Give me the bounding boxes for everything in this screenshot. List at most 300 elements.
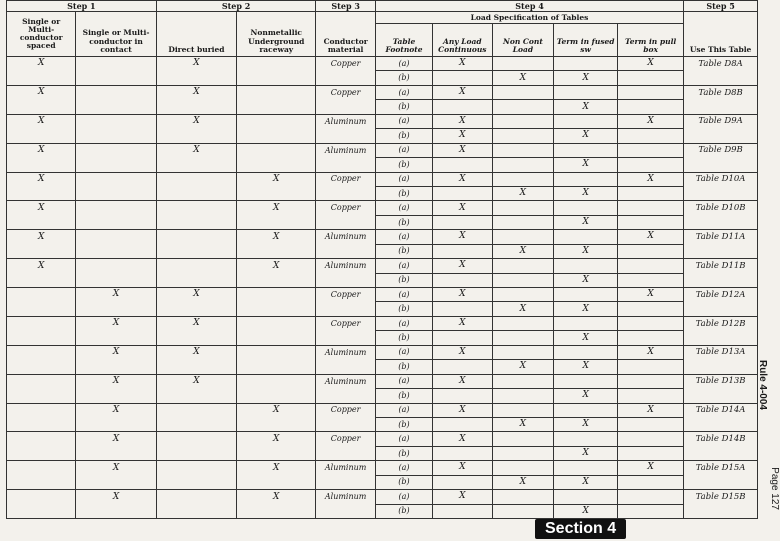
table-row bbox=[7, 360, 758, 374]
table-row bbox=[7, 129, 758, 143]
cell-raceway: X bbox=[237, 230, 316, 244]
cell-spaced bbox=[7, 374, 76, 388]
cell-raceway bbox=[237, 100, 316, 114]
cell-noncont bbox=[492, 259, 554, 273]
cell-raceway bbox=[237, 158, 316, 172]
cell-footnote: (b) bbox=[375, 273, 432, 287]
cell-pullbox bbox=[618, 374, 684, 388]
cell-raceway: X bbox=[237, 432, 316, 446]
cell-contact bbox=[76, 71, 156, 85]
cell-contact: X bbox=[76, 288, 156, 302]
cell-noncont bbox=[492, 172, 554, 186]
cell-continuous: X bbox=[433, 374, 492, 388]
cell-material: Aluminum bbox=[316, 461, 375, 475]
cell-use-table: Table D13B bbox=[684, 374, 758, 388]
cell-noncont bbox=[492, 215, 554, 229]
cell-fused bbox=[554, 345, 618, 359]
cell-spaced: X bbox=[7, 172, 76, 186]
cell-material: Aluminum bbox=[316, 114, 375, 128]
cell-pullbox: X bbox=[618, 461, 684, 475]
cell-buried bbox=[156, 215, 236, 229]
cell-contact bbox=[76, 85, 156, 99]
cell-spaced bbox=[7, 273, 76, 287]
cell-use-table bbox=[684, 360, 758, 374]
cell-use-table bbox=[684, 273, 758, 287]
cell-fused bbox=[554, 288, 618, 302]
cell-spaced bbox=[7, 288, 76, 302]
table-row bbox=[7, 389, 758, 403]
cell-pullbox bbox=[618, 259, 684, 273]
cell-footnote: (a) bbox=[375, 114, 432, 128]
cell-raceway bbox=[237, 389, 316, 403]
cell-fused bbox=[554, 230, 618, 244]
table-row bbox=[7, 490, 758, 504]
cell-continuous: X bbox=[433, 57, 492, 71]
cell-footnote: (b) bbox=[375, 186, 432, 200]
cell-footnote: (a) bbox=[375, 316, 432, 330]
table-row bbox=[7, 403, 758, 417]
col-footnote: Table Footnote bbox=[375, 24, 432, 57]
cell-pullbox: X bbox=[618, 114, 684, 128]
cell-use-table: Table D15A bbox=[684, 461, 758, 475]
cell-use-table bbox=[684, 244, 758, 258]
cell-footnote: (a) bbox=[375, 432, 432, 446]
cell-material bbox=[316, 129, 375, 143]
cell-fused bbox=[554, 143, 618, 157]
cell-noncont bbox=[492, 143, 554, 157]
step-5-header: Step 5 bbox=[684, 1, 758, 12]
cell-spaced bbox=[7, 215, 76, 229]
cell-buried bbox=[156, 158, 236, 172]
cell-continuous: X bbox=[433, 461, 492, 475]
cell-continuous: X bbox=[433, 259, 492, 273]
cell-continuous: X bbox=[433, 230, 492, 244]
table-row bbox=[7, 331, 758, 345]
cell-material: Copper bbox=[316, 201, 375, 215]
cell-spaced: X bbox=[7, 201, 76, 215]
cell-contact bbox=[76, 186, 156, 200]
page-number: Page 127 bbox=[769, 467, 780, 510]
cell-raceway bbox=[237, 85, 316, 99]
table-row bbox=[7, 273, 758, 287]
cell-noncont bbox=[492, 389, 554, 403]
cell-material: Aluminum bbox=[316, 143, 375, 157]
cell-footnote: (a) bbox=[375, 374, 432, 388]
cell-fused bbox=[554, 57, 618, 71]
cell-use-table: Table D15B bbox=[684, 490, 758, 504]
table-row bbox=[7, 446, 758, 460]
cell-spaced bbox=[7, 475, 76, 489]
table-row bbox=[7, 259, 758, 273]
cell-raceway bbox=[237, 129, 316, 143]
cell-buried bbox=[156, 230, 236, 244]
cell-noncont: X bbox=[492, 244, 554, 258]
cell-spaced bbox=[7, 302, 76, 316]
step-header-row bbox=[7, 1, 758, 12]
cell-spaced bbox=[7, 158, 76, 172]
cell-pullbox bbox=[618, 71, 684, 85]
cell-noncont bbox=[492, 461, 554, 475]
cell-material: Aluminum bbox=[316, 259, 375, 273]
cell-spaced: X bbox=[7, 143, 76, 157]
cell-fused bbox=[554, 461, 618, 475]
cell-pullbox bbox=[618, 302, 684, 316]
cell-footnote: (a) bbox=[375, 85, 432, 99]
cell-continuous bbox=[433, 360, 492, 374]
cell-pullbox bbox=[618, 100, 684, 114]
cell-buried bbox=[156, 360, 236, 374]
cell-contact: X bbox=[76, 461, 156, 475]
col-spaced: Single or Multi-conductor spaced bbox=[7, 12, 76, 57]
cell-footnote: (b) bbox=[375, 360, 432, 374]
cell-use-table bbox=[684, 504, 758, 518]
cell-contact bbox=[76, 172, 156, 186]
cell-contact bbox=[76, 417, 156, 431]
cell-use-table bbox=[684, 215, 758, 229]
cell-spaced bbox=[7, 331, 76, 345]
cell-continuous bbox=[433, 186, 492, 200]
cell-pullbox bbox=[618, 215, 684, 229]
cell-footnote: (a) bbox=[375, 57, 432, 71]
cell-buried: X bbox=[156, 316, 236, 330]
cell-material bbox=[316, 215, 375, 229]
cell-continuous: X bbox=[433, 490, 492, 504]
table-row bbox=[7, 158, 758, 172]
cell-contact bbox=[76, 273, 156, 287]
cell-noncont bbox=[492, 273, 554, 287]
table-row bbox=[7, 432, 758, 446]
cell-continuous: X bbox=[433, 345, 492, 359]
cell-buried: X bbox=[156, 345, 236, 359]
cell-noncont: X bbox=[492, 302, 554, 316]
cell-noncont bbox=[492, 230, 554, 244]
table-body bbox=[7, 57, 758, 519]
cell-footnote: (b) bbox=[375, 302, 432, 316]
cell-pullbox bbox=[618, 417, 684, 431]
cell-material bbox=[316, 158, 375, 172]
load-spec-header: Load Specification of Tables bbox=[375, 12, 683, 24]
cell-spaced bbox=[7, 417, 76, 431]
cell-spaced: X bbox=[7, 57, 76, 71]
cell-contact: X bbox=[76, 316, 156, 330]
cell-continuous bbox=[433, 389, 492, 403]
cell-spaced bbox=[7, 461, 76, 475]
cell-buried bbox=[156, 273, 236, 287]
cell-pullbox bbox=[618, 244, 684, 258]
cell-material: Copper bbox=[316, 316, 375, 330]
cell-footnote: (a) bbox=[375, 201, 432, 215]
cell-buried bbox=[156, 389, 236, 403]
cell-spaced bbox=[7, 360, 76, 374]
cell-raceway bbox=[237, 114, 316, 128]
cell-buried: X bbox=[156, 57, 236, 71]
cell-footnote: (a) bbox=[375, 345, 432, 359]
cell-buried bbox=[156, 302, 236, 316]
table-selection-grid bbox=[6, 0, 758, 519]
cell-use-table: Table D13A bbox=[684, 345, 758, 359]
cell-fused: X bbox=[554, 360, 618, 374]
cell-fused bbox=[554, 85, 618, 99]
cell-contact bbox=[76, 100, 156, 114]
cell-buried bbox=[156, 461, 236, 475]
cell-noncont bbox=[492, 85, 554, 99]
cell-noncont: X bbox=[492, 186, 554, 200]
cell-footnote: (a) bbox=[375, 143, 432, 157]
cell-spaced bbox=[7, 432, 76, 446]
table-row bbox=[7, 85, 758, 99]
cell-noncont bbox=[492, 446, 554, 460]
cell-continuous bbox=[433, 302, 492, 316]
cell-footnote: (b) bbox=[375, 446, 432, 460]
cell-pullbox bbox=[618, 432, 684, 446]
cell-use-table bbox=[684, 302, 758, 316]
table-row bbox=[7, 302, 758, 316]
cell-footnote: (a) bbox=[375, 172, 432, 186]
cell-spaced: X bbox=[7, 85, 76, 99]
cell-use-table bbox=[684, 100, 758, 114]
cell-pullbox: X bbox=[618, 345, 684, 359]
cell-fused: X bbox=[554, 504, 618, 518]
cell-spaced bbox=[7, 403, 76, 417]
cell-pullbox bbox=[618, 331, 684, 345]
cell-continuous bbox=[433, 446, 492, 460]
cell-use-table bbox=[684, 158, 758, 172]
cell-buried bbox=[156, 331, 236, 345]
col-continuous: Any Load Continuous bbox=[433, 24, 492, 57]
cell-buried bbox=[156, 417, 236, 431]
cell-raceway bbox=[237, 475, 316, 489]
cell-material bbox=[316, 71, 375, 85]
cell-use-table: Table D9B bbox=[684, 143, 758, 157]
cell-buried: X bbox=[156, 374, 236, 388]
cell-noncont bbox=[492, 100, 554, 114]
cell-buried bbox=[156, 432, 236, 446]
cell-material: Copper bbox=[316, 57, 375, 71]
cell-material bbox=[316, 504, 375, 518]
cell-buried bbox=[156, 504, 236, 518]
cell-continuous: X bbox=[433, 403, 492, 417]
cell-material bbox=[316, 244, 375, 258]
cell-noncont bbox=[492, 331, 554, 345]
cell-footnote: (b) bbox=[375, 417, 432, 431]
cell-use-table: Table D9A bbox=[684, 114, 758, 128]
cell-pullbox bbox=[618, 316, 684, 330]
cell-material: Copper bbox=[316, 432, 375, 446]
cell-use-table bbox=[684, 71, 758, 85]
cell-spaced bbox=[7, 446, 76, 460]
cell-pullbox bbox=[618, 273, 684, 287]
load-spec-row bbox=[7, 12, 758, 24]
cell-continuous: X bbox=[433, 85, 492, 99]
cell-use-table bbox=[684, 446, 758, 460]
cell-fused: X bbox=[554, 71, 618, 85]
cell-use-table: Table D14B bbox=[684, 432, 758, 446]
cell-material bbox=[316, 100, 375, 114]
cell-raceway bbox=[237, 143, 316, 157]
cell-footnote: (b) bbox=[375, 504, 432, 518]
cell-fused bbox=[554, 114, 618, 128]
cell-footnote: (b) bbox=[375, 71, 432, 85]
cell-pullbox bbox=[618, 186, 684, 200]
table-row bbox=[7, 461, 758, 475]
cell-buried bbox=[156, 490, 236, 504]
col-raceway: Nonmetallic Underground raceway bbox=[237, 12, 316, 57]
cell-footnote: (b) bbox=[375, 158, 432, 172]
cell-pullbox bbox=[618, 360, 684, 374]
cell-fused bbox=[554, 432, 618, 446]
cell-contact: X bbox=[76, 432, 156, 446]
table-row bbox=[7, 186, 758, 200]
cell-raceway bbox=[237, 244, 316, 258]
cell-fused bbox=[554, 316, 618, 330]
cell-raceway: X bbox=[237, 172, 316, 186]
cell-buried bbox=[156, 244, 236, 258]
cell-continuous: X bbox=[433, 432, 492, 446]
cell-raceway: X bbox=[237, 259, 316, 273]
table-row bbox=[7, 215, 758, 229]
cell-continuous bbox=[433, 273, 492, 287]
cell-pullbox bbox=[618, 201, 684, 215]
cell-continuous bbox=[433, 417, 492, 431]
cell-use-table: Table D12A bbox=[684, 288, 758, 302]
cell-buried: X bbox=[156, 288, 236, 302]
table-row bbox=[7, 57, 758, 71]
cell-pullbox bbox=[618, 389, 684, 403]
cell-contact bbox=[76, 331, 156, 345]
cell-fused bbox=[554, 490, 618, 504]
cell-noncont: X bbox=[492, 475, 554, 489]
cell-pullbox bbox=[618, 446, 684, 460]
cell-contact bbox=[76, 158, 156, 172]
cell-material: Aluminum bbox=[316, 345, 375, 359]
cell-material: Copper bbox=[316, 172, 375, 186]
cell-footnote: (b) bbox=[375, 100, 432, 114]
cell-material: Aluminum bbox=[316, 490, 375, 504]
table-row bbox=[7, 230, 758, 244]
cell-noncont bbox=[492, 374, 554, 388]
cell-spaced bbox=[7, 129, 76, 143]
cell-contact bbox=[76, 57, 156, 71]
cell-contact bbox=[76, 360, 156, 374]
cell-footnote: (b) bbox=[375, 331, 432, 345]
cell-buried bbox=[156, 186, 236, 200]
table-row bbox=[7, 475, 758, 489]
table-row bbox=[7, 345, 758, 359]
cell-continuous: X bbox=[433, 114, 492, 128]
cell-raceway bbox=[237, 345, 316, 359]
cell-buried bbox=[156, 475, 236, 489]
step-4-header: Step 4 bbox=[375, 1, 683, 12]
cell-pullbox bbox=[618, 129, 684, 143]
cell-footnote: (a) bbox=[375, 403, 432, 417]
cell-spaced bbox=[7, 504, 76, 518]
cell-footnote: (b) bbox=[375, 215, 432, 229]
cell-use-table: Table D14A bbox=[684, 403, 758, 417]
cell-pullbox: X bbox=[618, 288, 684, 302]
cell-use-table: Table D11B bbox=[684, 259, 758, 273]
cell-buried bbox=[156, 201, 236, 215]
cell-fused: X bbox=[554, 158, 618, 172]
cell-raceway: X bbox=[237, 403, 316, 417]
col-use-table: Use This Table bbox=[684, 12, 758, 57]
cell-raceway bbox=[237, 316, 316, 330]
cell-raceway bbox=[237, 186, 316, 200]
cell-fused bbox=[554, 172, 618, 186]
cell-contact bbox=[76, 504, 156, 518]
rule-number: Rule 4-004 bbox=[757, 359, 768, 410]
cell-pullbox: X bbox=[618, 57, 684, 71]
cell-continuous bbox=[433, 71, 492, 85]
cell-use-table bbox=[684, 475, 758, 489]
cell-use-table: Table D8B bbox=[684, 85, 758, 99]
col-buried: Direct buried bbox=[156, 12, 236, 57]
cell-contact bbox=[76, 475, 156, 489]
table-row bbox=[7, 114, 758, 128]
cell-pullbox bbox=[618, 475, 684, 489]
cell-noncont bbox=[492, 129, 554, 143]
cell-buried bbox=[156, 100, 236, 114]
cell-fused bbox=[554, 374, 618, 388]
cell-material bbox=[316, 273, 375, 287]
cell-fused: X bbox=[554, 389, 618, 403]
cell-footnote: (a) bbox=[375, 288, 432, 302]
cell-fused: X bbox=[554, 273, 618, 287]
cell-fused bbox=[554, 403, 618, 417]
cell-fused: X bbox=[554, 215, 618, 229]
cell-material: Aluminum bbox=[316, 230, 375, 244]
cell-pullbox bbox=[618, 504, 684, 518]
cell-continuous: X bbox=[433, 316, 492, 330]
cell-spaced: X bbox=[7, 230, 76, 244]
cell-use-table bbox=[684, 129, 758, 143]
cell-material bbox=[316, 417, 375, 431]
cell-raceway: X bbox=[237, 490, 316, 504]
cell-noncont bbox=[492, 432, 554, 446]
cell-noncont bbox=[492, 114, 554, 128]
cell-use-table bbox=[684, 186, 758, 200]
cell-footnote: (b) bbox=[375, 129, 432, 143]
selection-table-sheet bbox=[6, 0, 758, 516]
step-2-header: Step 2 bbox=[156, 1, 316, 12]
cell-raceway bbox=[237, 374, 316, 388]
cell-pullbox bbox=[618, 85, 684, 99]
cell-spaced bbox=[7, 100, 76, 114]
cell-material: Aluminum bbox=[316, 374, 375, 388]
cell-material bbox=[316, 446, 375, 460]
cell-fused: X bbox=[554, 331, 618, 345]
cell-fused: X bbox=[554, 302, 618, 316]
step-3-header: Step 3 bbox=[316, 1, 375, 12]
cell-use-table: Table D10A bbox=[684, 172, 758, 186]
cell-footnote: (a) bbox=[375, 461, 432, 475]
table-row bbox=[7, 374, 758, 388]
cell-spaced bbox=[7, 345, 76, 359]
cell-continuous bbox=[433, 331, 492, 345]
cell-raceway bbox=[237, 417, 316, 431]
table-row bbox=[7, 201, 758, 215]
cell-contact: X bbox=[76, 490, 156, 504]
cell-buried: X bbox=[156, 114, 236, 128]
cell-material bbox=[316, 302, 375, 316]
cell-continuous bbox=[433, 100, 492, 114]
cell-pullbox: X bbox=[618, 230, 684, 244]
cell-material: Copper bbox=[316, 403, 375, 417]
cell-spaced: X bbox=[7, 114, 76, 128]
table-row bbox=[7, 172, 758, 186]
cell-noncont: X bbox=[492, 360, 554, 374]
cell-use-table: Table D10B bbox=[684, 201, 758, 215]
cell-spaced bbox=[7, 316, 76, 330]
